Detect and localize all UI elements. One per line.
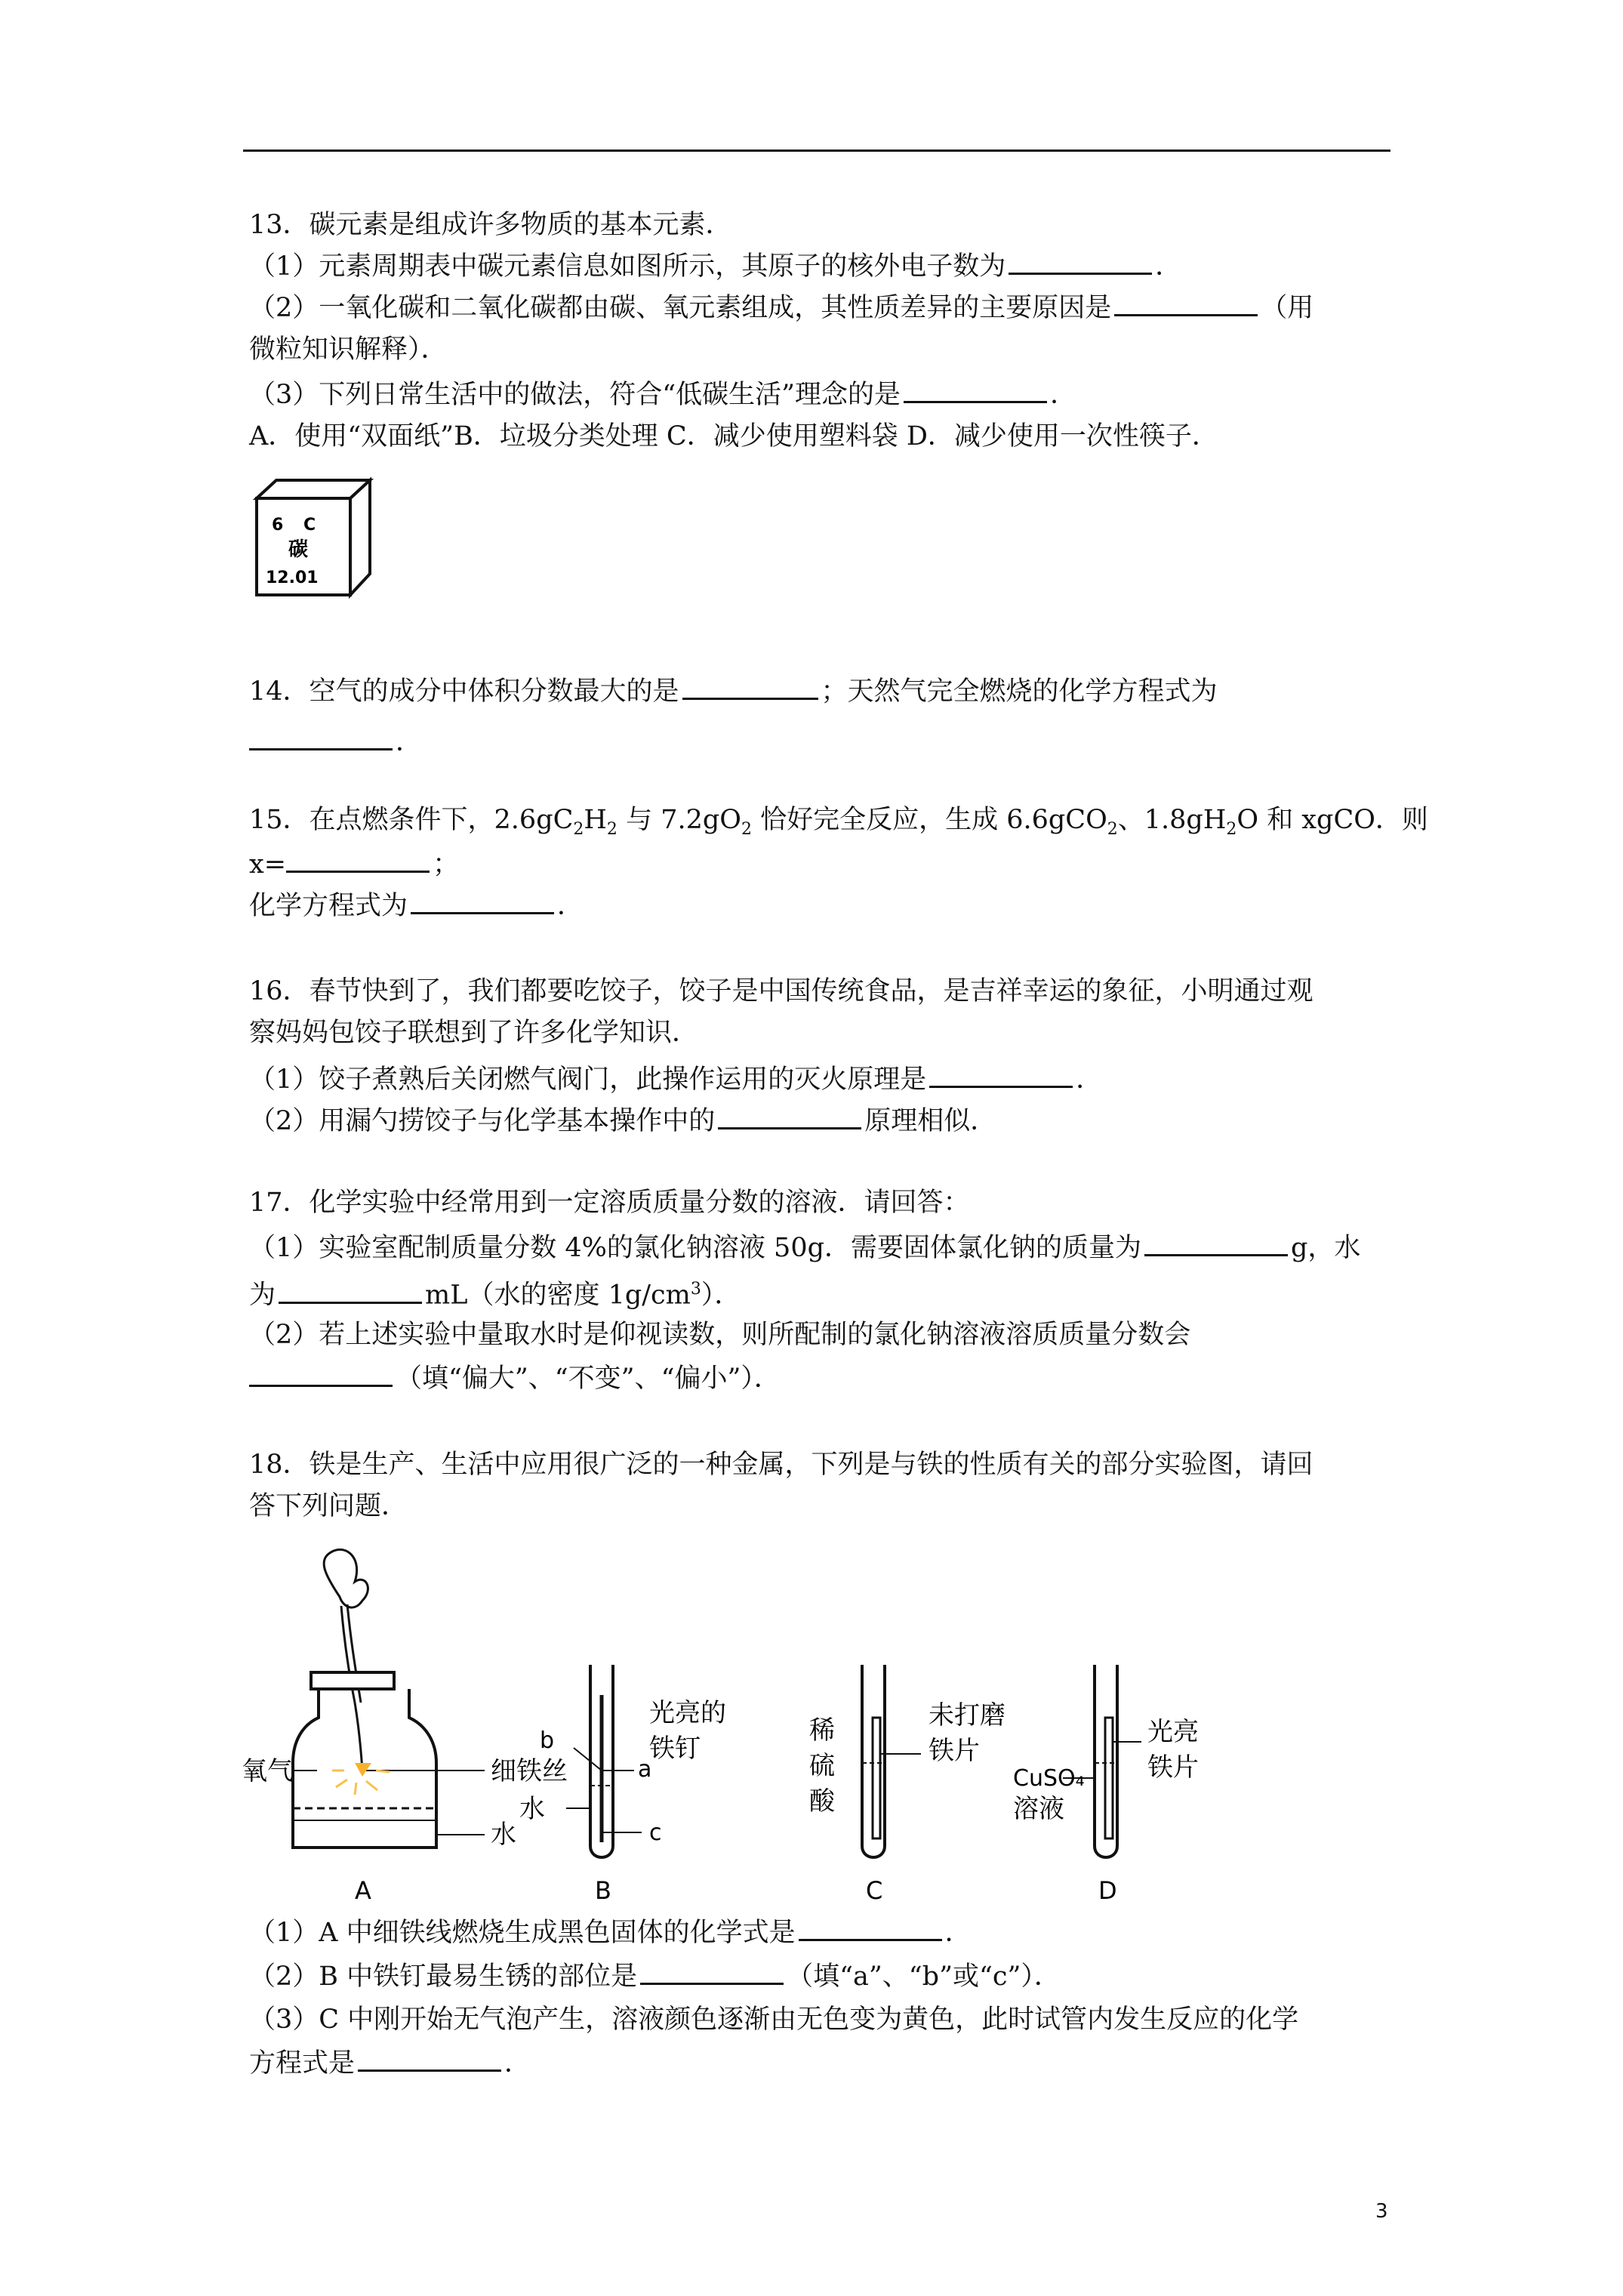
answer-blank[interactable] — [1009, 250, 1152, 275]
label-d: D — [1098, 1876, 1117, 1905]
q18-part3: （3）C 中刚开始无气泡产生，溶液颜色逐渐由无色变为黄色，此时试管内发生反应的化学 — [249, 2005, 1299, 2035]
q17-stem: 17．化学实验中经常用到一定溶质质量分数的溶液．请回答： — [249, 1188, 970, 1218]
q13-part3: （3）下列日常生活中的做法，符合“低碳生活”理念的是 ． — [249, 380, 1077, 410]
q18-part2: （2）B 中铁钉最易生锈的部位是 （填“a”、“b”或“c”）． — [249, 1962, 1061, 1992]
label-oxygen: 氧气 — [242, 1756, 293, 1786]
answer-blank[interactable] — [411, 889, 554, 914]
element-name: 碳 — [288, 538, 309, 561]
q14-line2: ． — [249, 725, 422, 760]
label-water-b: 水 — [519, 1794, 545, 1824]
apparatus-b — [566, 1665, 642, 1857]
q14-line1: 14．空气的成分中体积分数最大的是 ；天然气完全燃烧的化学方程式为 — [249, 676, 1218, 707]
q15-line2: x= ； — [249, 849, 460, 880]
q16-part2: （2）用漏勺捞饺子与化学基本操作中的 原理相似． — [249, 1106, 997, 1136]
answer-blank[interactable] — [718, 1105, 861, 1130]
label-bright-nail-2: 铁钉 — [649, 1734, 701, 1764]
apparatus-d — [1063, 1665, 1141, 1857]
q17-part2: （2）若上述实验中量取水时是仰视读数，则所配制的氯化钠溶液溶质质量分数会 — [249, 1320, 1191, 1350]
q16-part1: （1）饺子煮熟后关闭燃气阀门，此操作运用的灭火原理是 ． — [249, 1065, 1103, 1095]
label-c: C — [866, 1876, 883, 1905]
q16-stem1: 16．春节快到了，我们都要吃饺子，饺子是中国传统食品，是吉祥幸运的象征，小明通过观 — [249, 976, 1313, 1006]
answer-blank[interactable] — [249, 726, 393, 750]
q17-part2-cont: （填“偏大”、“不变”、“偏小”）． — [249, 1361, 781, 1396]
q13-stem: 13．碳元素是组成许多物质的基本元素． — [249, 210, 732, 240]
label-fine-iron-wire: 细铁丝 — [491, 1756, 568, 1786]
answer-blank[interactable] — [249, 1362, 393, 1387]
label-point-c: c — [649, 1820, 662, 1846]
answer-blank[interactable] — [682, 675, 818, 700]
apparatus-c — [862, 1665, 921, 1857]
label-point-a: a — [638, 1756, 652, 1783]
label-dilute: 稀 — [809, 1715, 835, 1746]
answer-blank[interactable] — [279, 1279, 422, 1304]
label-solution: 溶液 — [1013, 1794, 1064, 1824]
answer-blank[interactable] — [1114, 291, 1258, 316]
answer-blank[interactable] — [929, 1063, 1073, 1088]
label-b: B — [595, 1876, 611, 1905]
spark-lines — [332, 1771, 390, 1795]
q13-options: A．使用“双面纸”B．垃圾分类处理 C．减少使用塑料袋 D．减少使用一次性筷子． — [249, 421, 1218, 451]
element-atomic-number: 6 — [272, 516, 284, 535]
q18-part1: （1）A 中细铁线燃烧生成黑色固体的化学式是 ． — [249, 1918, 972, 1948]
answer-blank[interactable] — [1144, 1231, 1288, 1256]
label-a: A — [355, 1876, 371, 1905]
answer-blank[interactable] — [904, 378, 1047, 403]
answer-blank[interactable] — [799, 1916, 942, 1941]
answer-blank[interactable] — [640, 1960, 784, 1985]
label-bright-nail-1: 光亮的 — [649, 1698, 726, 1728]
carbon-element-cell-figure — [249, 476, 377, 604]
label-point-b: b — [540, 1727, 555, 1754]
q18-stem1: 18．铁是生产、生活中应用很广泛的一种金属，下列是与铁的性质有关的部分实验图，请回 — [249, 1450, 1313, 1480]
element-mass: 12.01 — [266, 569, 319, 587]
label-unpolished-1: 未打磨 — [929, 1700, 1006, 1730]
q13-part1: （1）元素周期表中碳元素信息如图所示，其原子的核外电子数为 ． — [249, 251, 1182, 282]
q15-line3: 化学方程式为 ． — [249, 891, 584, 921]
answer-blank[interactable] — [286, 848, 430, 873]
label-water-a: 水 — [491, 1820, 516, 1850]
header-rule — [243, 149, 1390, 152]
label-bright-1: 光亮 — [1147, 1717, 1199, 1747]
q16-stem2: 察妈妈包饺子联想到了许多化学知识． — [249, 1018, 699, 1048]
label-bright-2: 铁片 — [1147, 1752, 1199, 1783]
apparatus-a — [293, 1549, 485, 1848]
label-sulfuric: 硫 — [809, 1751, 835, 1781]
q18-part3-cont: 方程式是 ． — [249, 2048, 531, 2079]
q17-part1: （1）实验室配制质量分数 4%的氯化钠溶液 50g．需要固体氯化钠的质量为 g，水 — [249, 1233, 1361, 1263]
q13-part2-cont: 微粒知识解释）． — [249, 334, 448, 365]
iron-experiment-figure — [242, 1544, 1298, 1906]
q17-part1-cont: 为 mL（水的密度 $1g/cm^3$）． — [249, 1280, 741, 1311]
page-number: 3 — [1375, 2200, 1388, 2223]
answer-blank[interactable] — [358, 2047, 501, 2072]
label-cuso4: CuSO₄ — [1013, 1765, 1085, 1792]
label-unpolished-2: 铁片 — [929, 1736, 980, 1766]
q18-stem2: 答下列问题． — [249, 1491, 408, 1521]
q15-line1: 15．在点燃条件下，$2.6gC_2H_2$ 与 $7.2gO_2$ 恰好完全反应，生成 6.6gCO$_2$、$1.8gH_2O$ 和 xgCO．则 — [249, 805, 1428, 839]
element-symbol: C — [303, 516, 316, 535]
q13-part2: （2）一氧化碳和二氧化碳都由碳、氧元素组成，其性质差异的主要原因是 （用 — [249, 293, 1314, 323]
label-acid: 酸 — [809, 1786, 835, 1817]
